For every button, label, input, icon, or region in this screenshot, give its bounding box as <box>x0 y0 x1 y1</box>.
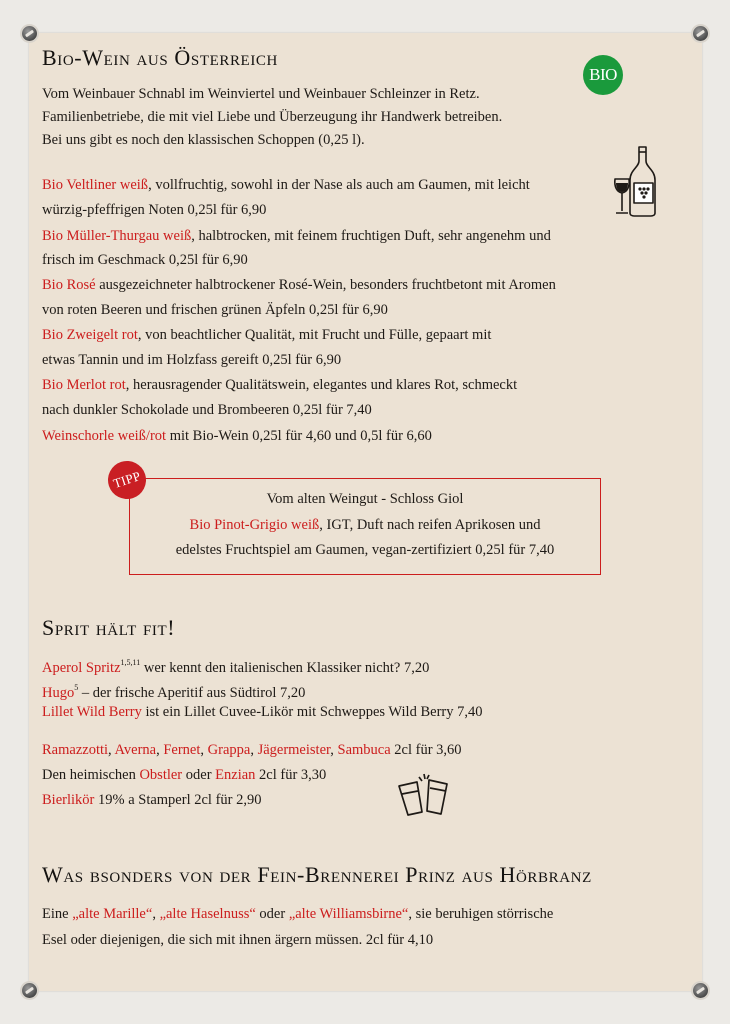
wine-description-line: etwas Tannin und im Holzfass gereift 0,25l für 6,90 <box>42 352 342 368</box>
spirit-name: Sambuca <box>337 742 391 758</box>
wine-description: ausgezeichneter halbtrockener Rosé-Wein, besonders fruchtbetont mit Aromen <box>95 277 556 293</box>
spirit-prefix: Den heimischen <box>42 767 140 783</box>
schnaps-name: „alte Haselnuss“ <box>159 906 256 922</box>
wine-description-line: würzig-pfeffrigen Noten 0,25l für 6,90 <box>42 202 267 218</box>
pin-icon <box>693 26 708 41</box>
drink-name: Hugo <box>42 685 75 701</box>
allergen-note: 5 <box>74 683 79 692</box>
shot-glasses-icon <box>395 772 457 822</box>
separator: , <box>330 742 338 758</box>
spirit-name: Enzian <box>215 767 256 783</box>
wine-item <box>42 273 556 298</box>
wine-description: , von beachtlicher Qualität, mit Frucht und Fülle, gepaart mit <box>137 327 492 343</box>
bio-intro-line: Bei uns gibt es noch den klassischen Schoppen (0,25 l). <box>42 132 365 148</box>
wine-description: , vollfruchtig, sowohl in der Nase als auch am Gaumen, mit leicht <box>148 177 530 193</box>
separator: , <box>156 742 164 758</box>
pin-icon <box>693 983 708 998</box>
separator: oder <box>182 767 216 783</box>
wine-name: Bio Zweigelt rot <box>42 327 138 343</box>
spirits-item <box>42 763 326 788</box>
spirit-name: Bierlikör <box>42 792 95 808</box>
bio-intro-line: Vom Weinbauer Schnabl im Weinviertel und Weinbauer Schleinzer in Retz. <box>42 86 480 102</box>
prinz-description: , sie beruhigen störrische <box>408 906 554 922</box>
wine-description: mit Bio-Wein 0,25l für 4,60 und 0,5l für 6,60 <box>166 428 432 444</box>
bio-badge: BIO <box>583 55 623 95</box>
wine-item <box>42 224 551 249</box>
wine-item <box>42 173 530 198</box>
prinz-description-line: Esel oder diejenigen, die sich mit ihnen ärgern müssen. 2cl für 4,10 <box>42 932 434 948</box>
tip-description: , IGT, Duft nach reifen Aprikosen und <box>319 517 541 533</box>
schnaps-name: „alte Marille“ <box>72 906 153 922</box>
prinz-section-title: Was bsonders von der Fein-Brennerei Prinz aus Hörbranz <box>42 862 592 887</box>
spirit-name: Grappa <box>207 742 251 758</box>
spirits-item <box>42 788 261 813</box>
wine-description: , herausragender Qualitätswein, elegantes und klares Rot, schmeckt <box>125 377 518 393</box>
wine-description: , halbtrocken, mit feinem fruchtigen Duft, sehr angenehm und <box>191 228 551 244</box>
prinz-item <box>42 902 553 927</box>
prinz-prefix: Eine <box>42 906 73 922</box>
spirit-price: 2cl für 3,30 <box>255 767 327 783</box>
spirit-name: Averna <box>114 742 157 758</box>
tip-wine-name: Bio Pinot-Grigio weiß <box>189 517 320 533</box>
wine-description-line: nach dunkler Schokolade und Brombeeren 0,25l für 7,40 <box>42 402 372 418</box>
drink-name: Aperol Spritz <box>42 660 121 676</box>
separator: oder <box>255 906 289 922</box>
separator: , <box>250 742 258 758</box>
spritz-section-title: Sprit hält fit! <box>42 615 176 640</box>
bio-section-title: Bio-Wein aus Österreich <box>42 45 278 70</box>
drink-description: ist ein Lillet Cuvee-Likör mit Schweppes Wild Berry 7,40 <box>141 704 483 720</box>
separator: , <box>108 742 115 758</box>
drink-description: – der frische Aperitif aus Südtirol 7,20 <box>78 685 306 701</box>
tip-heading: Vom alten Weingut - Schloss Giol <box>266 491 464 507</box>
wine-item <box>42 373 517 398</box>
wine-name: Bio Merlot rot <box>42 377 126 393</box>
spirit-name: Ramazzotti <box>42 742 109 758</box>
pin-icon <box>22 983 37 998</box>
spirit-price: 19% a Stamperl 2cl für 2,90 <box>94 792 262 808</box>
spirit-name: Fernet <box>163 742 201 758</box>
separator: , <box>152 906 160 922</box>
separator: , <box>200 742 208 758</box>
tip-box <box>129 478 601 575</box>
drink-item <box>42 700 482 725</box>
drink-name: Lillet Wild Berry <box>42 704 142 720</box>
bio-intro-line: Familienbetriebe, die mit viel Liebe und Überzeugung ihr Handwerk betreiben. <box>42 109 503 125</box>
allergen-note: 1,5,11 <box>120 658 141 667</box>
tip-item <box>130 514 600 536</box>
wine-item <box>42 424 432 449</box>
drink-description: wer kennt den italienischen Klassiker nicht? 7,20 <box>140 660 430 676</box>
wine-description-line: frisch im Geschmack 0,25l für 6,90 <box>42 252 248 268</box>
pin-icon <box>22 26 37 41</box>
wine-name: Weinschorle weiß/rot <box>42 428 167 444</box>
schnaps-name: „alte Williamsbirne“ <box>288 906 409 922</box>
wine-bottle-icon <box>612 145 658 217</box>
wine-item <box>42 323 491 348</box>
spirit-price: 2cl für 3,60 <box>390 742 462 758</box>
spirits-item <box>42 738 462 763</box>
wine-name: Bio Müller-Thurgau weiß <box>42 228 192 244</box>
wine-description-line: von roten Beeren und frischen grünen Äpfeln 0,25l für 6,90 <box>42 302 388 318</box>
wine-name: Bio Veltliner weiß <box>42 177 149 193</box>
spirit-name: Jägermeister <box>257 742 331 758</box>
spirit-name: Obstler <box>139 767 183 783</box>
wine-name: Bio Rosé <box>42 277 96 293</box>
tip-description-line: edelstes Fruchtspiel am Gaumen, vegan-zertifiziert 0,25l für 7,40 <box>175 542 555 558</box>
tipp-badge: TIPP <box>103 456 151 504</box>
